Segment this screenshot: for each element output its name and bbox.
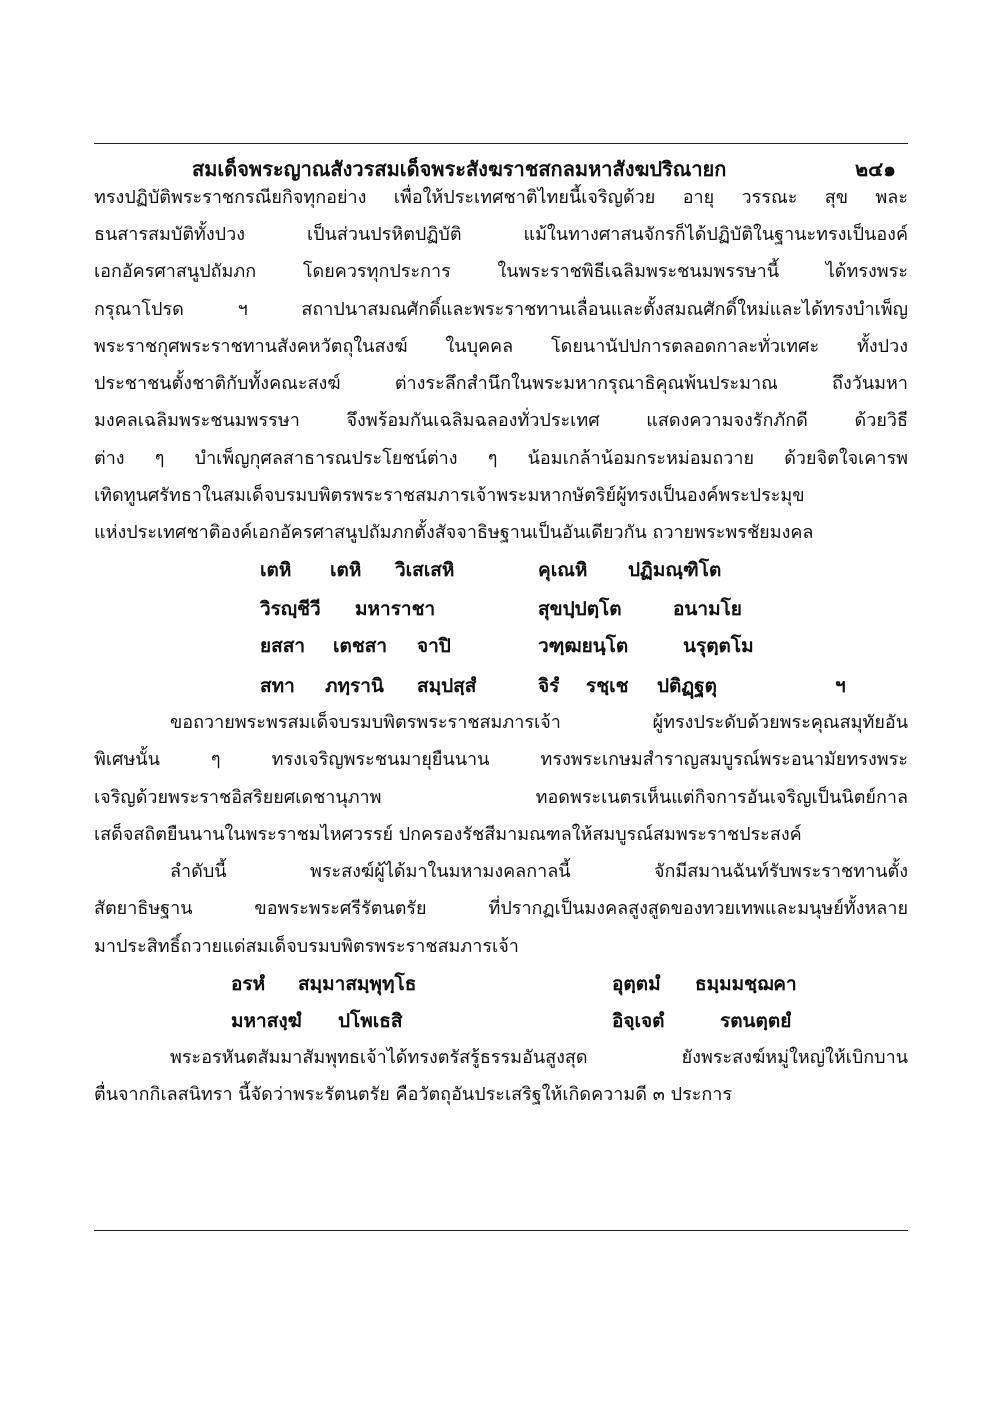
verse-word: คุเณหิ [538,559,588,581]
verse-word: มหาสงฺฆํ [231,1010,302,1032]
paragraph-1-line: ธนสารสมบัติทั้งปวง เป็นส่วนปรหิตปฏิบัติ แม้ในทางศาสนจักรก็ได้ปฏิบัติในฐานะทรงเป็นองค์ [94,224,908,245]
footer-rule [94,1230,908,1231]
verse-word: อิจฺเจตํ [612,1010,665,1032]
verse-word: ภทฺรานิ [325,675,384,697]
paragraph-1-line: มงคลเฉลิมพระชนมพรรษา จึงพร้อมกันเฉลิมฉลองทั่วประเทศ แสดงความจงรักภักดี ด้วยวิธี [94,410,908,431]
page-number: ๒๔๑ [854,157,896,181]
verse-1-line [0,552,1000,588]
verse-word: ปโพเธสิ [338,1010,403,1032]
verse-word: นรุตฺตโม [683,635,754,657]
paragraph-1-line: แห่งประเทศชาติองค์เอกอัครศาสนูปถัมภกตั้งสัจจาธิษฐานเป็นอันเดียวกัน ถวายพระพรชัยมงคล [94,522,814,543]
verse-word: ปฏิมณฺฑิโต [628,559,722,581]
paragraph-2-line: เสด็จสถิตยืนนานในพระราชมไหศวรรย์ ปกครองรัชสีมามณฑลให้สมบูรณ์สมพระราชประสงค์ [94,824,802,845]
verse-word: วฑฺฒยนฺโต [538,635,629,657]
paragraph-1-line: เอกอัครศาสนูปถัมภก โดยควรทุกประการ ในพระราชพิธีเฉลิมพระชนมพรรษานี้ ได้ทรงพระ [94,261,908,282]
verse-word: สมฺมาสมฺพุทฺโธ [298,973,417,995]
verse-1-line [0,628,1000,664]
verse-word: สทา [260,675,295,697]
verse-word: เตชสา [333,635,387,657]
verse-word: ธมฺมมชฺฌคา [695,973,797,995]
paragraph-3-line: มาประสิทธิ์ถวายแด่สมเด็จบรมบพิตรพระราชสมภารเจ้า [94,936,519,957]
paragraph-2-line: พิเศษนั้น ๆ ทรงเจริญพระชนมายุยืนนาน ทรงพระเกษมสำราญสมบูรณ์พระอนามัยทรงพระ [94,749,908,770]
verse-word: สมฺปสฺสํ [417,675,477,697]
verse-word: จิรํ [538,675,560,697]
paragraph-1-line: ทรงปฏิบัติพระราชกรณียกิจทุกอย่าง เพื่อให้ประเทศชาติไทยนี้เจริญด้วย อายุ วรรณะ สุข พละ [94,187,908,208]
verse-word: อุตฺตมํ [612,973,661,995]
paragraph-1-line: เทิดทูนศรัทธาในสมเด็จบรมบพิตรพระราชสมภารเจ้าพระมหากษัตริย์ผู้ทรงเป็นองค์พระประมุข [94,485,805,506]
paragraph-3-line: สัตยาธิษฐาน ขอพระพระศรีรัตนตรัย ที่ปรากฏเป็นมงคลสูงสูดของทวยเทพและมนุษย์ทั้งหลาย [94,898,908,919]
header-rule-top [94,143,908,144]
verse-2-line [0,1003,1000,1039]
verse-1-line [0,668,1000,704]
verse-1-line [0,591,1000,627]
paragraph-1-line: ต่าง ๆ บำเพ็ญกุศลสาธารณประโยชน์ต่าง ๆ น้อมเกล้าน้อมกระหม่อมถวาย ด้วยจิตใจเคารพ [94,448,908,469]
verse-word: อนามโย [673,598,742,620]
verse-word: อรหํ [231,973,266,995]
verse-word: สุขปฺปตฺโต [538,598,622,620]
verse-word: รตนตฺตยํ [720,1010,792,1032]
paragraph-1-line: พระราชกุศพระราชทานสังคหวัตถุในสงฆ์ ในบุคคล โดยนานัปปการตลอดกาละทั่วเทศะ ทั้งปวง [94,336,908,357]
verse-word: จาปิ [417,635,451,657]
verse-word: มหาราชา [355,598,436,620]
paragraph-3-line: ลำดับนี้ พระสงฆ์ผู้ได้มาในมหามงคลกาลนี้ จักมีสมานฉันท์รับพระราชทานตั้ง [170,861,908,882]
running-header-title: สมเด็จพระญาณสังวรสมเด็จพระสังฆราชสกลมหาสังฆปริณายก [192,157,727,181]
verse-word: เตหิ [260,559,292,581]
verse-word: ปติฏฺฐตุ [657,675,717,697]
paragraph-1-line: ประชาชนตั้งชาติกับทั้งคณะสงฆ์ ต่างระลึกสำนึกในพระมหากรุณาธิคุณพ้นประมาณ ถึงวันมหา [94,373,908,394]
paragraph-4-line: พระอรหันตสัมมาสัมพุทธเจ้าได้ทรงตรัสรู้ธรรมอันสูงสุด ยังพระสงฆ์หมู่ใหญ่ให้เบิกบาน [170,1047,908,1068]
paragraph-2-line: ขอถวายพระพรสมเด็จบรมบพิตรพระราชสมภารเจ้า ผู้ทรงประดับด้วยพระคุณสมุทัยอัน [170,712,908,733]
verse-word: วิรญฺชีวี [260,598,321,620]
verse-word: เตหิ [330,559,362,581]
running-header [94,145,908,183]
verse-word: ยสสา [260,635,305,657]
verse-end-mark: ฯ [835,675,846,697]
verse-word: วิเสเสหิ [395,559,455,581]
verse-word: รชฺเช [586,675,629,697]
verse-2-line [0,966,1000,1002]
paragraph-4-line: ตื่นจากกิเลสนิทรา นี้จัดว่าพระรัตนตรัย คือวัตถุอันประเสริฐให้เกิดความดี ๓ ประการ [94,1084,733,1105]
paragraph-1-line: กรุณาโปรด ฯ สถาปนาสมณศักดิ์และพระราชทานเลื่อนและตั้งสมณศักดิ์ใหม่และได้ทรงบำเพ็ญ [94,299,908,320]
paragraph-2-line: เจริญด้วยพระราชอิสริยยศเดชานุภาพ ทอดพระเนตรเห็นแต่กิจการอันเจริญเป็นนิตย์กาล [94,787,908,808]
